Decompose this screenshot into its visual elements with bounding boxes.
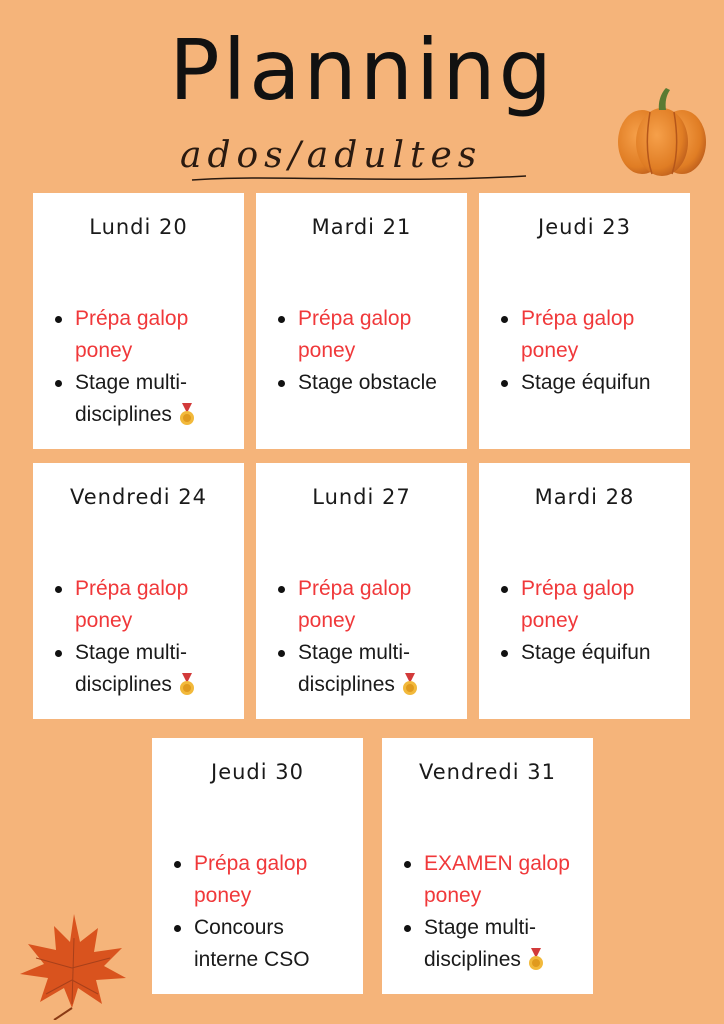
- activity-list: [256, 303, 467, 399]
- card-date: Vendredi 24: [70, 485, 207, 509]
- activity-list: [479, 573, 690, 669]
- activity-item: Prépa galop poney: [194, 848, 363, 912]
- page-title: Planning: [169, 21, 555, 119]
- card-date: Mardi 21: [311, 215, 412, 239]
- subtitle-swash-decoration: [190, 172, 530, 186]
- activity-list: [382, 848, 593, 976]
- activity-list: [33, 303, 244, 431]
- activity-item: Stage équifun: [521, 367, 690, 399]
- activity-item: Stage obstacle: [298, 367, 467, 399]
- medal-icon: [178, 673, 196, 697]
- day-card: [479, 193, 690, 449]
- medal-icon: [401, 673, 419, 697]
- activity-item: Prépa galop poney: [75, 573, 244, 637]
- card-date: Mardi 28: [534, 485, 635, 509]
- activity-item: Stage multi- disciplines: [298, 637, 467, 701]
- activity-item: Prépa galop poney: [298, 303, 467, 367]
- activity-item: Prépa galop poney: [298, 573, 467, 637]
- day-card: [33, 193, 244, 449]
- activity-item: EXAMEN galop poney: [424, 848, 593, 912]
- page-subtitle: ados/adultes: [180, 135, 483, 176]
- medal-icon: [178, 403, 196, 427]
- activity-list: [33, 573, 244, 701]
- activity-list: [152, 848, 363, 976]
- activity-item: Stage multi- disciplines: [75, 367, 244, 431]
- activity-item: Stage multi- disciplines: [75, 637, 244, 701]
- card-date: Jeudi 30: [211, 760, 304, 784]
- activity-item: Prépa galop poney: [75, 303, 244, 367]
- day-card: [479, 463, 690, 719]
- day-card: [382, 738, 593, 994]
- card-date: Vendredi 31: [419, 760, 556, 784]
- card-date: Lundi 20: [89, 215, 188, 239]
- activity-list: [479, 303, 690, 399]
- activity-item: Concours interne CSO: [194, 912, 363, 976]
- day-card: [152, 738, 363, 994]
- day-card: [256, 193, 467, 449]
- activity-item: Stage multi- disciplines: [424, 912, 593, 976]
- activity-item: Prépa galop poney: [521, 303, 690, 367]
- activity-item: Stage équifun: [521, 637, 690, 669]
- day-card: [256, 463, 467, 719]
- pumpkin-icon: [612, 86, 712, 178]
- activity-list: [256, 573, 467, 701]
- medal-icon: [527, 948, 545, 972]
- card-date: Jeudi 23: [538, 215, 631, 239]
- maple-leaf-icon: [14, 908, 132, 1020]
- day-card: [33, 463, 244, 719]
- activity-item: Prépa galop poney: [521, 573, 690, 637]
- card-date: Lundi 27: [312, 485, 411, 509]
